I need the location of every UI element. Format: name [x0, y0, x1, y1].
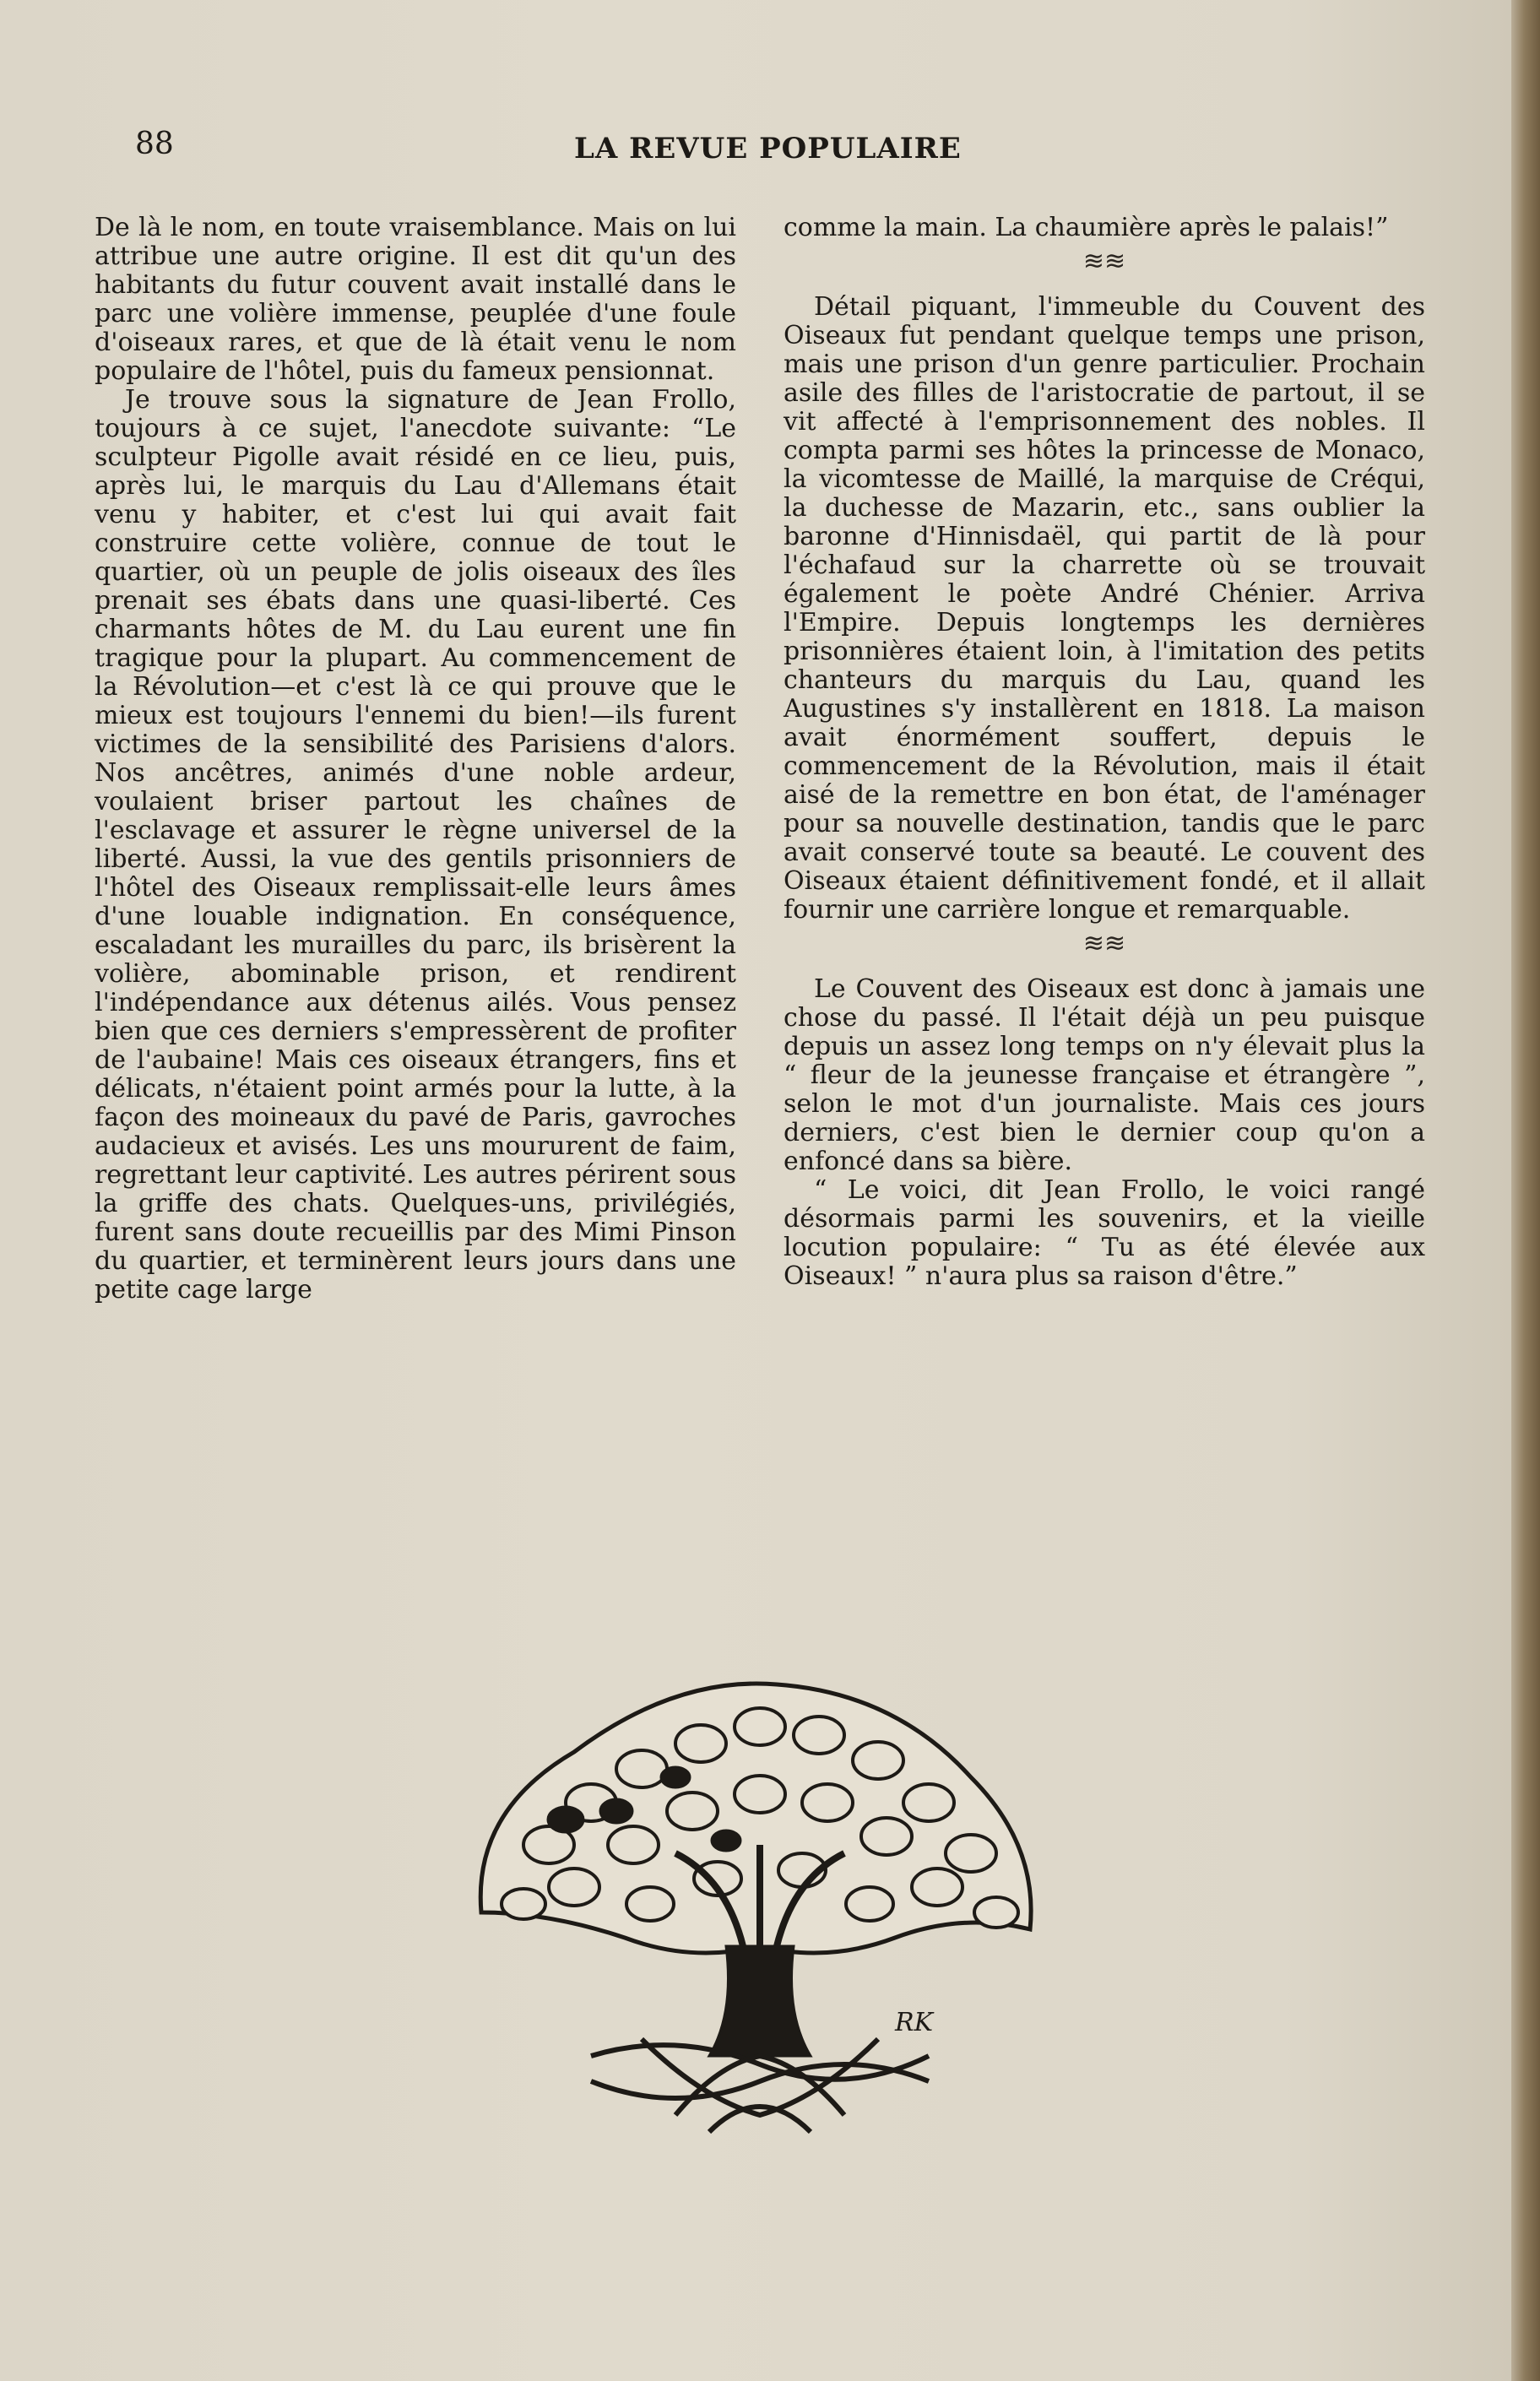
left-column — [95, 214, 736, 1304]
tree-vignette-icon — [422, 1659, 1098, 2149]
page-spine — [1511, 0, 1540, 2381]
tree-illustration — [422, 1659, 1098, 2149]
paragraph: “ Le voici, dit Jean Frollo, le voici rangé désormais parmi les souvenirs, et la vieille locution populaire: “ Tu as été élevée aux Oiseaux! ” n'aura plus sa raison d'être.” — [784, 1175, 1425, 1291]
paragraph: De là le nom, en toute vraisemblance. Mais on lui attribue une autre origine. Il est dit qu'un des habitants du futur couvent avait installé dans le parc une volière immense, peuplée d'une foule d'oiseaux rares, et que de là était venu le nom populaire de l'hôtel, puis du fameux pensionnat. — [95, 213, 736, 386]
paragraph: comme la main. La chaumière après le palais!” — [784, 213, 1389, 242]
paragraph: Le Couvent des Oiseaux est donc à jamais une chose du passé. Il l'était déjà un peu puisque depuis un assez long temps on n'y élevait plus la “ fleur de la jeunesse française et étrangère ”, selon le mot d'un journaliste. Mais ces jours derniers, c'est bien le dernier coup qu'on a enfoncé dans sa bière. — [784, 974, 1425, 1176]
paragraph: Je trouve sous la signature de Jean Frollo, toujours à ce sujet, l'anecdote suivante: “Le sculpteur Pigolle avait résidé en ce lieu, puis, après lui, le marquis du Lau d'Allemans était venu y habiter, et c'est lui qui avait fait construire cette volière, connue de tout le quartier, où un peuple de jolis oiseaux des îles prenait ses ébats dans une quasi-liberté. Ces charmants hôtes de M. du Lau eurent une fin tragique pour la plupart. Au commencement de la Révolution—et c'est là ce qui prouve que le mieux est toujours l'ennemi du bien!—ils furent victimes de la sensibilité des Parisiens d'alors. Nos ancêtres, animés d'une noble ardeur, voulaient briser partout les chaînes de l'esclavage et assurer le règne universel de la liberté. Aussi, la vue des gentils prisonniers de l'hôtel des Oiseaux remplissait-elle leurs âmes d'une louable indignation. En conséquence, escaladant les murailles du parc, ils brisèrent la volière, abominable prison, et rendirent l'indépendance aux détenus ailés. Vous pensez bien que ces derniers s'empressèrent de profiter de l'aubaine! Mais ces oiseaux étrangers, fins et délicats, n'étaient point armés pour la lutte, à la façon des moineaux du pavé de Paris, gavroches audacieux et avisés. Les uns moururent de faim, regrettant leur captivité. Les autres périrent sous la griffe des chats. Quelques-uns, privilégiés, furent sans doute recueillis par des Mimi Pinson du quartier, et terminèrent leurs jours dans une petite cage large — [95, 385, 736, 1304]
page-header — [135, 127, 1418, 177]
section-ornament: ≋≋ — [1082, 247, 1126, 276]
running-title: LA REVUE POPULAIRE — [574, 132, 962, 165]
section-ornament: ≋≋ — [1082, 929, 1126, 958]
vignette-signature: RK — [895, 2008, 933, 2037]
right-column — [784, 214, 1425, 1291]
page-number: 88 — [135, 127, 174, 161]
paragraph: Détail piquant, l'immeuble du Couvent des Oiseaux fut pendant quelque temps une prison, mais une prison d'un genre particulier. Prochain asile des filles de l'aristocratie de partout, il se vit affecté à l'emprisonnement des nobles. Il compta parmi ses hôtes la princesse de Monaco, la vicomtesse de Maillé, la marquise de Créqui, la duchesse de Mazarin, etc., sans oublier la baronne d'Hinnisdaël, qui partit de là pour l'échafaud sur la charrette où se trouvait également le poète André Chénier. Arriva l'Empire. Depuis longtemps les dernières prisonnières étaient loin, à l'imitation des petits chanteurs du marquis du Lau, quand les Augustines s'y installèrent en 1818. La maison avait énormément souffert, depuis le commencement de la Révolution, mais il était aisé de la remettre en bon état, de l'aménager pour sa nouvelle destination, tandis que le parc avait conservé toute sa beauté. Le couvent des Oiseaux étaient définitivement fondé, et il allait fournir une carrière longue et remarquable. — [784, 292, 1425, 925]
